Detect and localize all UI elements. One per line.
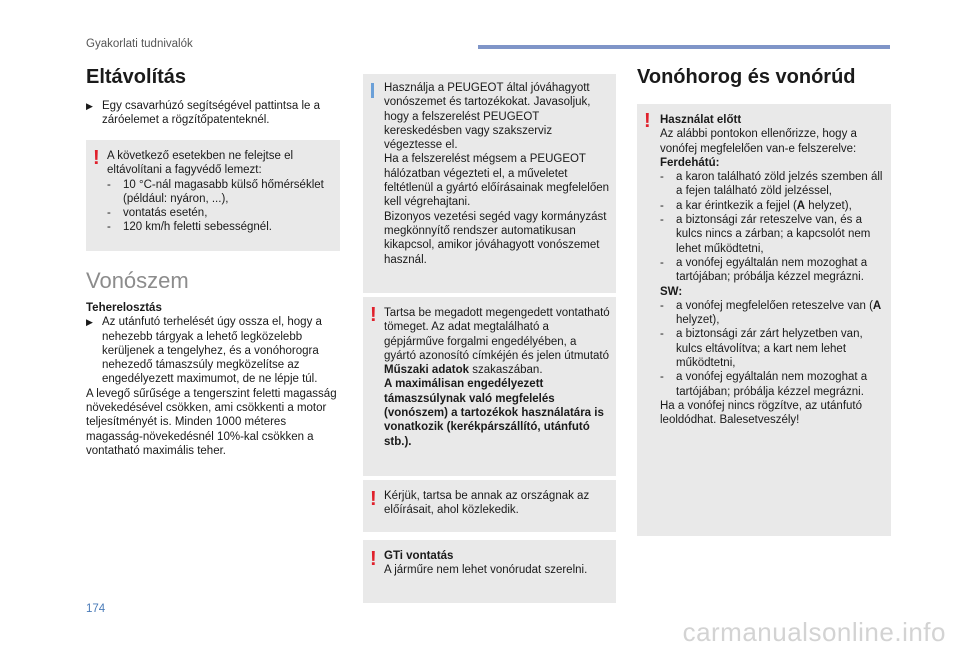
list-item: - a vonófej egyáltalán nem mozoghat a tartójában; próbálja kézzel megrázni. — [660, 256, 868, 284]
warning-box-country — [363, 480, 616, 532]
list-item: - a kar érintkezik a fejjel (A helyzet), — [660, 199, 852, 212]
warning-intro: A következő esetekben ne felejtse el eltávolítani a fagyvédő lemezt: — [107, 150, 294, 177]
warning-weight-ref: Műszaki adatok — [384, 364, 469, 377]
step-bullet-icon: ▶ — [86, 317, 93, 328]
left-column — [86, 66, 341, 89]
warning-weight-after: szakaszában. — [472, 364, 543, 377]
gti-heading: GTi vontatás — [384, 550, 454, 562]
load-step-text: Az utánfutó terhelését úgy ossza el, hogy a nehezebb tárgyak a lehető legközelebb kerüljenek a tengelyhez, és a vonóhorogra nehezedő támaszsúly megközelítse az engedélyezett maximumot, de ne lépje túl. — [102, 316, 322, 386]
load-distribution — [86, 301, 342, 458]
watermark: carmanualsonline.info — [682, 617, 946, 647]
info-text: Használja a PEUGEOT által jóváhagyott vonószemet és tartozékokat. Javasoljuk, hogy a felszerelést PEUGEOT kereskedésben vagy szakszerviz végeztesse el. Ha a felszerelést mégsem a PEUGEOT hálózatban végezteti el, a műveletet feltétlenül a gyártó előírásainak megfelelően kell végrehajtani. Bizonyos vezetési segéd vagy kormányzást megkönnyítő rendszer automatikusan kikapcsol, amikor jóváhagyott vonószemet használ. — [384, 82, 610, 266]
warning-box-gti — [363, 540, 616, 603]
section-title-removal: Eltávolítás — [86, 66, 187, 88]
load-heading: Teherelosztás — [86, 302, 162, 314]
warning-icon: ! — [370, 488, 377, 510]
removal-step-text: Egy csavarhúzó segítségével pattintsa le a záróelemet a rögzítőpatenteknél. — [102, 100, 320, 127]
warning-box-before-use — [637, 104, 891, 536]
altitude-paragraph: A levegő sűrűsége a tengerszint feletti magasság növekedésével csökken, ami csökkenti a motor teljesítményét is. Minden 1000 méteres magasság-növekedésnél 10%-kal csökken a vontatható maximális teher. — [86, 387, 337, 457]
warning-box-weight — [363, 297, 616, 476]
list-item: - a biztonsági zár zárt helyzetben van, kulcs eltávolítva; a kart nem lehet működtetni, — [660, 328, 863, 370]
section-subtitle-towing-eye: Vonószem — [86, 268, 189, 293]
before-use-intro: Az alábbi pontokon ellenőrizze, hogy a vonófej megfelelően van-e felszerelve: — [660, 128, 857, 155]
sw-label: SW: — [660, 285, 683, 298]
list-item: - a biztonsági zár reteszelve van, és a kulcs nincs a zárban; a kapcsolót nem lehet működtetni, — [660, 214, 871, 255]
list-item: - vontatás esetén, — [107, 207, 208, 220]
warning-weight-bold: A maximálisan engedélyezett támaszsúlynak való megfelelés (vonószem) a tartozékok használatára is vonatkozik (kerékpárszállító, utánfutó stb.). — [384, 378, 604, 448]
warning-box-frost-cover — [86, 140, 340, 251]
warning-icon: ! — [370, 304, 377, 326]
warning-weight-text: Tartsa be megadott megengedett vontatható tömeget. Az adat megtalálható a gépjárműve forgalmi engedélyében, a gyártó azonosító címkéjén és jelen útmutató — [384, 307, 610, 362]
list-item: - a karon található zöld jelzés szemben áll a fejen található zöld jelzéssel, — [660, 171, 883, 198]
gti-text: A járműre nem lehet vonórudat szerelni. — [384, 564, 588, 577]
list-item: - a vonófej egyáltalán nem mozoghat a tartójában; próbálja kézzel megrázni. — [660, 371, 868, 398]
removal-step — [86, 99, 341, 128]
before-use-heading: Használat előtt — [660, 114, 742, 126]
header-bar — [478, 45, 890, 49]
before-use-outro: Ha a vonófej nincs rögzítve, az utánfutó leoldódhat. Balesetveszély! — [660, 399, 863, 427]
warning-country-text: Kérjük, tartsa be annak az országnak az előírásait, ahol közlekedik. — [384, 490, 590, 517]
warning-icon: ! — [370, 548, 377, 570]
hatchback-label: Ferdehátú: — [660, 156, 720, 169]
warning-icon: ! — [644, 110, 651, 132]
list-item: - 120 km/h feletti sebességnél. — [107, 221, 272, 234]
page-number: 174 — [86, 603, 106, 615]
list-item: - a vonófej megfelelően reteszelve van (A helyzet), — [660, 299, 882, 327]
info-box-approved-eye — [363, 74, 616, 293]
warning-icon: ! — [93, 147, 100, 169]
section-header: Gyakorlati tudnivalók — [86, 38, 193, 50]
list-item: - 10 °C-nál magasabb külső hőmérséklet (például: nyáron, ...), — [107, 178, 324, 205]
info-icon — [371, 83, 374, 98]
step-bullet-icon: ▶ — [86, 101, 93, 111]
section-title-towbar: Vonóhorog és vonórúd — [637, 66, 856, 88]
